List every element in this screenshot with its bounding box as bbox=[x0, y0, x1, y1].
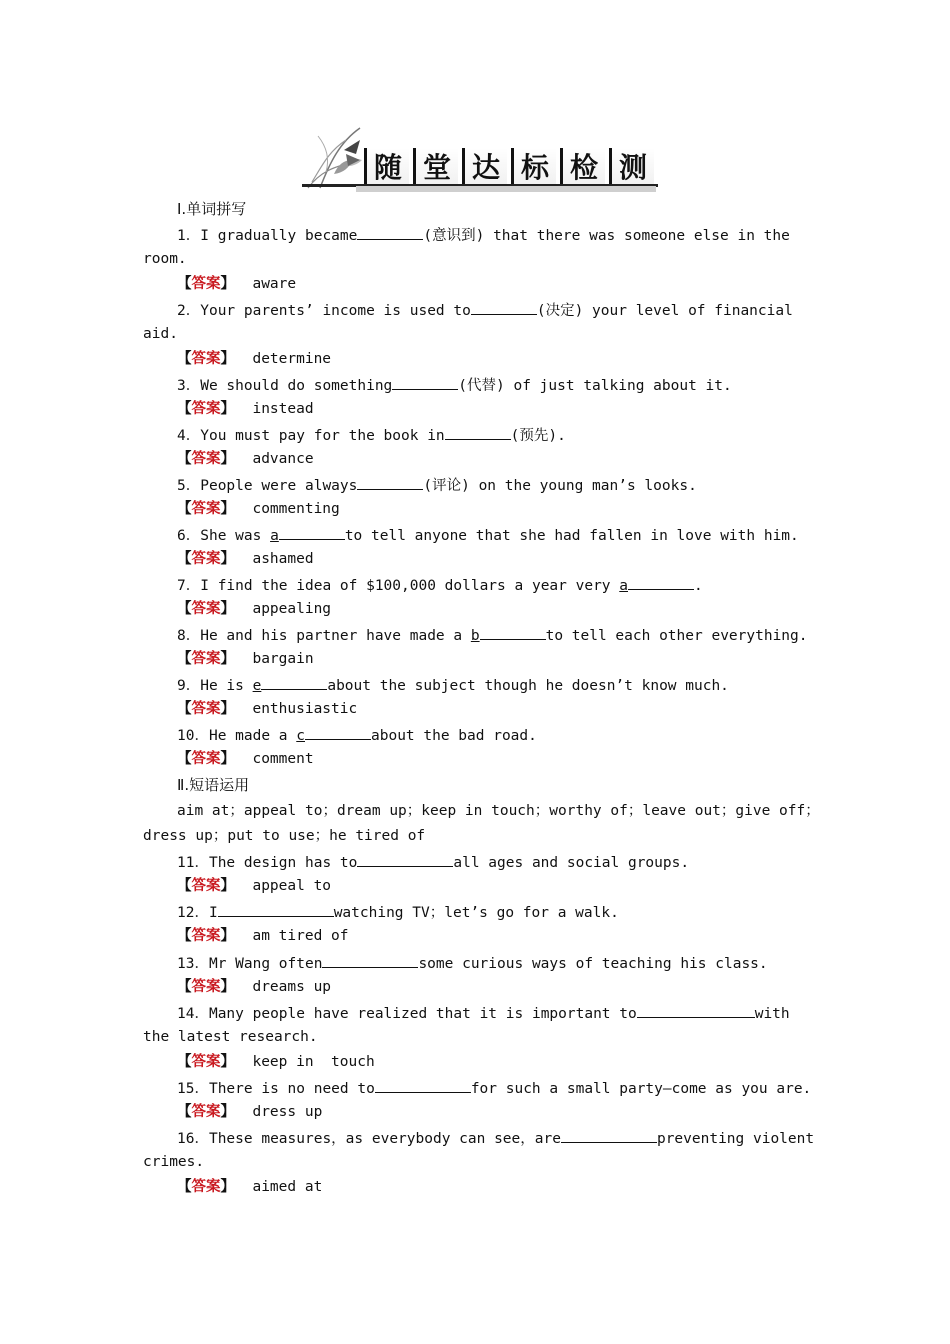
answer-text: am tired of bbox=[252, 928, 349, 944]
answer-text: comment bbox=[252, 751, 314, 767]
question-text: 5．People were always bbox=[177, 478, 358, 494]
answer-text: dreams up bbox=[252, 979, 332, 995]
question-1-cont: room. bbox=[143, 251, 187, 267]
answer-blank bbox=[471, 297, 537, 315]
question-8 bbox=[0, 622, 950, 647]
question-13 bbox=[0, 950, 950, 975]
answer-10: 【答案】 comment bbox=[177, 751, 314, 767]
answer-blank bbox=[445, 422, 511, 440]
answer-label: 答案 bbox=[191, 401, 221, 417]
question-14-cont: the latest research. bbox=[143, 1029, 318, 1045]
hint-letter: c bbox=[296, 728, 305, 744]
banner-title-char: 随 bbox=[364, 148, 409, 184]
answer-14: 【答案】 keep in touch bbox=[177, 1054, 375, 1070]
answer-text: commenting bbox=[252, 501, 340, 517]
question-text: 9．He is bbox=[177, 678, 253, 694]
question-text: 6．She was bbox=[177, 528, 271, 544]
answer-text: determine bbox=[252, 351, 332, 367]
answer-blank bbox=[637, 1000, 755, 1018]
answer-blank bbox=[357, 222, 423, 240]
question-text: (预先). bbox=[510, 428, 566, 444]
question-text: 15．There is no need to bbox=[177, 1081, 375, 1097]
answer-blank bbox=[375, 1075, 471, 1093]
question-4 bbox=[0, 422, 950, 447]
question-5 bbox=[0, 472, 950, 497]
answer-blank bbox=[561, 1125, 657, 1143]
question-text: to tell each other everything. bbox=[545, 628, 808, 644]
question-16-cont: crimes. bbox=[143, 1154, 205, 1170]
answer-text: ashamed bbox=[252, 551, 314, 567]
answer-label: 答案 bbox=[191, 1179, 221, 1195]
question-text: (评论) on the young man’s looks. bbox=[423, 478, 697, 494]
answer-text: instead bbox=[252, 401, 314, 417]
answer-3: 【答案】 instead bbox=[177, 401, 314, 417]
answer-text: aware bbox=[252, 276, 297, 292]
answer-blank bbox=[261, 672, 327, 690]
question-text: to tell anyone that she had fallen in love with him. bbox=[344, 528, 799, 544]
answer-5: 【答案】 commenting bbox=[177, 501, 340, 517]
answer-label: 答案 bbox=[191, 551, 221, 567]
question-text: (意识到) that there was someone else in the bbox=[423, 228, 790, 244]
answer-6: 【答案】 ashamed bbox=[177, 551, 314, 567]
answer-blank bbox=[392, 372, 458, 390]
answer-label: 答案 bbox=[191, 651, 221, 667]
answer-8: 【答案】 bargain bbox=[177, 651, 314, 667]
question-text: for such a small party—come as you are. bbox=[470, 1081, 812, 1097]
answer-15: 【答案】 dress up bbox=[177, 1104, 323, 1120]
section-banner bbox=[300, 122, 660, 194]
hint-letter: a bbox=[270, 528, 279, 544]
hint-letter: e bbox=[252, 678, 262, 694]
answer-blank bbox=[305, 722, 371, 740]
answer-label: 答案 bbox=[191, 979, 221, 995]
hint-letter: a bbox=[619, 578, 628, 594]
hint-letter: b bbox=[470, 628, 480, 644]
banner-title-char: 堂 bbox=[413, 148, 458, 184]
question-text: 16．These measures，as everybody can see，are bbox=[177, 1131, 561, 1147]
answer-9: 【答案】 enthusiastic bbox=[177, 701, 358, 717]
answer-text: keep in touch bbox=[252, 1054, 375, 1070]
question-2-cont: aid. bbox=[143, 326, 178, 342]
answer-13: 【答案】 dreams up bbox=[177, 979, 332, 995]
question-text: 3．We should do something bbox=[177, 378, 393, 394]
banner-title-char: 达 bbox=[462, 148, 507, 184]
answer-label: 答案 bbox=[191, 928, 221, 944]
question-text: 11．The design has to bbox=[177, 855, 358, 871]
answer-16: 【答案】 aimed at bbox=[177, 1179, 323, 1195]
answer-label: 答案 bbox=[191, 351, 221, 367]
answer-label: 答案 bbox=[191, 751, 221, 767]
answer-blank bbox=[218, 899, 334, 917]
question-text: 12．I bbox=[177, 905, 218, 921]
question-1 bbox=[0, 222, 950, 247]
question-6 bbox=[0, 522, 950, 547]
question-text: 7．I find the idea of $100,000 dollars a year very bbox=[177, 578, 620, 594]
section-title-phrases: Ⅱ.短语运用 bbox=[177, 776, 250, 794]
answer-2: 【答案】 determine bbox=[177, 351, 332, 367]
question-10 bbox=[0, 722, 950, 747]
answer-text: dress up bbox=[252, 1104, 323, 1120]
question-12 bbox=[0, 899, 950, 924]
answer-blank bbox=[279, 522, 345, 540]
question-7 bbox=[0, 572, 950, 597]
question-text: with bbox=[754, 1006, 790, 1022]
answer-blank bbox=[357, 849, 453, 867]
phrase-bank-line-2: dress up；put to use；he tired of bbox=[143, 828, 426, 844]
answer-7: 【答案】 appealing bbox=[177, 601, 332, 617]
question-text: some curious ways of teaching his class. bbox=[418, 956, 768, 972]
answer-blank bbox=[628, 572, 694, 590]
answer-text: enthusiastic bbox=[252, 701, 358, 717]
section-title-spelling: Ⅰ.单词拼写 bbox=[177, 200, 247, 218]
question-text: . bbox=[694, 578, 703, 594]
question-text: 1．I gradually became bbox=[177, 228, 358, 244]
question-text: watching TV；let’s go for a walk. bbox=[333, 905, 619, 921]
answer-text: appeal to bbox=[252, 878, 332, 894]
answer-blank bbox=[322, 950, 418, 968]
answer-label: 答案 bbox=[191, 601, 221, 617]
question-text: 14．Many people have realized that it is important to bbox=[177, 1006, 637, 1022]
question-text: 10．He made a bbox=[177, 728, 297, 744]
answer-11: 【答案】 appeal to bbox=[177, 878, 332, 894]
answer-12: 【答案】 am tired of bbox=[177, 928, 349, 944]
question-text: (代替) of just talking about it. bbox=[458, 378, 732, 394]
answer-label: 答案 bbox=[191, 878, 221, 894]
answer-text: aimed at bbox=[252, 1179, 323, 1195]
answer-label: 答案 bbox=[191, 1104, 221, 1120]
answer-blank bbox=[480, 622, 546, 640]
answer-label: 答案 bbox=[191, 501, 221, 517]
answer-text: bargain bbox=[252, 651, 314, 667]
banner-title-char: 检 bbox=[560, 148, 605, 184]
question-3 bbox=[0, 372, 950, 397]
answer-4: 【答案】 advance bbox=[177, 451, 314, 467]
banner-title-char: 标 bbox=[511, 148, 556, 184]
question-text: 13．Mr Wang often bbox=[177, 956, 323, 972]
answer-label: 答案 bbox=[191, 1054, 221, 1070]
question-16 bbox=[0, 1125, 950, 1150]
question-text: 4．You must pay for the book in bbox=[177, 428, 445, 444]
question-text: 2．Your parents’ income is used to bbox=[177, 303, 471, 319]
question-11 bbox=[0, 849, 950, 874]
answer-label: 答案 bbox=[191, 701, 221, 717]
answer-blank bbox=[357, 472, 423, 490]
phrase-bank-line-1: aim at；appeal to；dream up；keep in touch；worthy of；leave out；give off； bbox=[177, 803, 820, 819]
banner-title-char: 测 bbox=[609, 148, 654, 184]
question-14 bbox=[0, 1000, 950, 1025]
answer-label: 答案 bbox=[191, 276, 221, 292]
question-text: about the bad road. bbox=[371, 728, 537, 744]
question-15 bbox=[0, 1075, 950, 1100]
question-text: about the subject though he doesn’t know much. bbox=[327, 678, 729, 694]
question-text: 8．He and his partner have made a bbox=[177, 628, 471, 644]
answer-text: appealing bbox=[252, 601, 332, 617]
question-2 bbox=[0, 297, 950, 322]
question-text: preventing violent bbox=[656, 1131, 815, 1147]
question-text: all ages and social groups. bbox=[453, 855, 690, 871]
question-9 bbox=[0, 672, 950, 697]
answer-label: 答案 bbox=[191, 451, 221, 467]
answer-1: 【答案】 aware bbox=[177, 276, 297, 292]
answer-text: advance bbox=[252, 451, 314, 467]
question-text: (决定) your level of financial bbox=[536, 303, 793, 319]
